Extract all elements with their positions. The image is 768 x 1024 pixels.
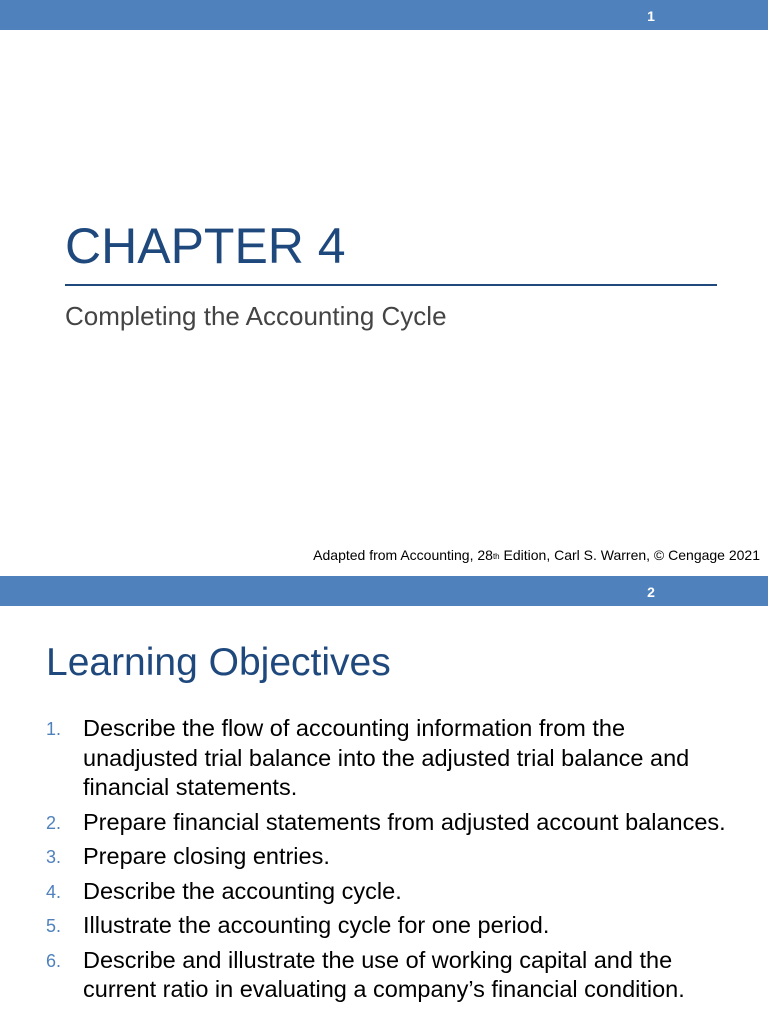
title-divider bbox=[65, 284, 717, 286]
objective-item bbox=[46, 911, 736, 941]
slide-header-bar bbox=[0, 576, 768, 606]
objectives-list bbox=[46, 714, 736, 1010]
chapter-subtitle: Completing the Accounting Cycle bbox=[65, 301, 447, 331]
source-text-before: Adapted from Accounting, 28 bbox=[313, 547, 493, 563]
learning-objectives-title: Learning Objectives bbox=[46, 641, 391, 684]
source-text-after: Edition, Carl S. Warren, © Cengage 2021 bbox=[499, 547, 760, 563]
objective-number: 1. bbox=[46, 719, 62, 739]
objective-text: Prepare closing entries. bbox=[83, 843, 330, 869]
objective-text: Describe the flow of accounting information from the unadjusted trial balance into the adjusted trial balance and financial statements. bbox=[83, 715, 690, 800]
objective-number: 3. bbox=[46, 847, 62, 867]
slide-2 bbox=[0, 576, 768, 1024]
objective-text: Describe the accounting cycle. bbox=[83, 877, 402, 904]
objective-number: 4. bbox=[46, 881, 62, 902]
source-attribution bbox=[300, 547, 760, 564]
objective-number: 5. bbox=[46, 916, 62, 936]
objective-item bbox=[46, 714, 736, 803]
objective-text: Describe and illustrate the use of working capital and the current ratio in evaluating a company’s financial condition. bbox=[83, 946, 685, 1002]
objective-text: Illustrate the accounting cycle for one period. bbox=[83, 912, 550, 938]
objective-text: Prepare financial statements from adjusted account balances. bbox=[83, 808, 726, 835]
slide-number: 1 bbox=[647, 8, 655, 24]
objective-number: 6. bbox=[46, 950, 62, 971]
objective-item bbox=[46, 808, 736, 838]
slide-header-bar bbox=[0, 0, 768, 30]
chapter-title: CHAPTER 4 bbox=[65, 218, 346, 274]
objective-item bbox=[46, 877, 736, 907]
source-superscript: th bbox=[492, 552, 500, 561]
objective-item bbox=[46, 946, 736, 1005]
slide-number: 2 bbox=[647, 584, 655, 600]
objective-number: 2. bbox=[46, 812, 62, 833]
objective-item bbox=[46, 842, 736, 872]
